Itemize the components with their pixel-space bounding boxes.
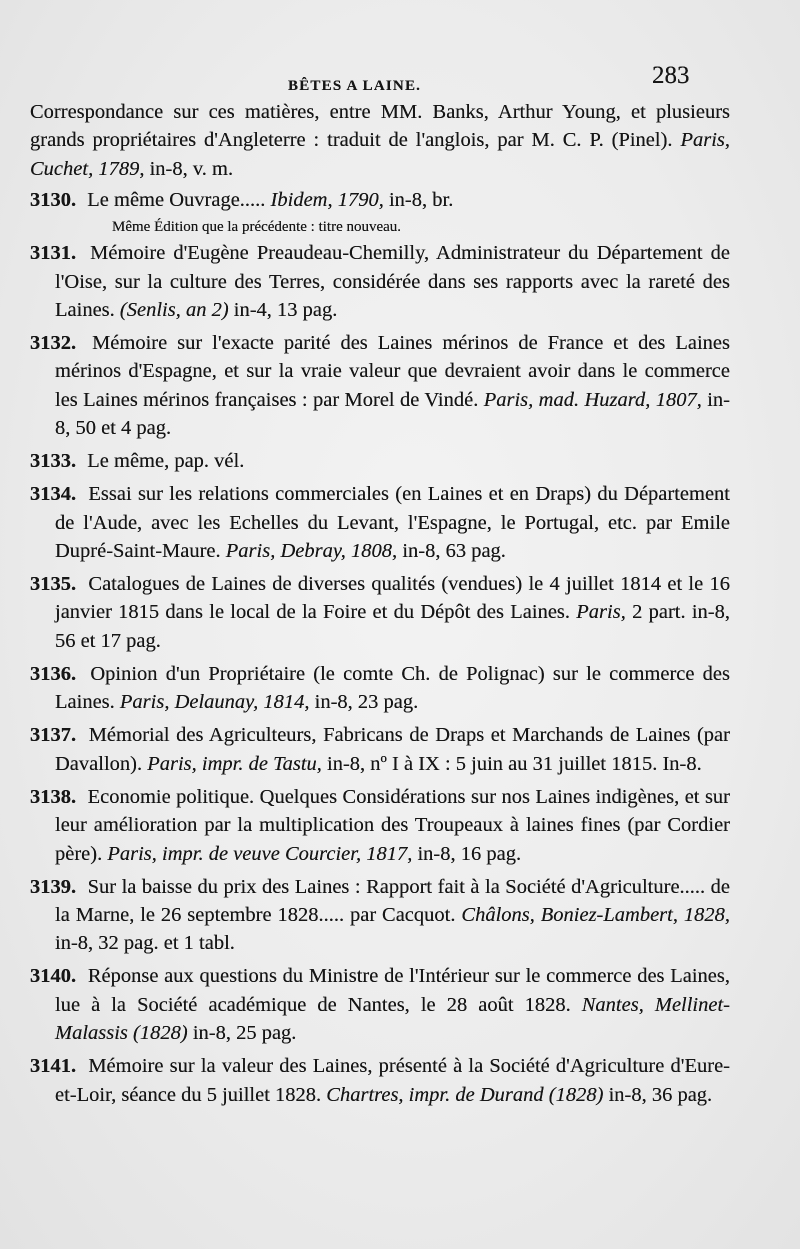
entry-format: in-8, nº I à IX : 5 juin au 31 juillet 1815. In-8.	[327, 752, 702, 775]
entry-text: Le même Ouvrage.....	[87, 189, 266, 212]
entry-format: in-8, 32 pag. et 1 tabl.	[55, 932, 235, 955]
entry-number: 3141 .	[30, 1055, 76, 1077]
page-number: 283	[652, 62, 690, 89]
entry-note: Même Édition que la précédente : titre nouveau.	[112, 219, 402, 236]
entry-number: 3132 .	[30, 332, 76, 354]
entry-text: Correspondance sur ces matières, entre MM. Banks, Arthur Young, et plusieurs grands propriétaires d'Angleterre : traduit de l'anglois, par M. C. P. (Pinel).	[30, 101, 730, 152]
entry-number: 3131 .	[30, 242, 76, 264]
entry-3131	[30, 239, 730, 324]
entry-3136	[30, 660, 730, 717]
entry-imprint: Paris, Delaunay, 1814,	[119, 691, 310, 714]
running-title: BÊTES A LAINE.	[288, 78, 422, 94]
entry-3130	[30, 186, 730, 214]
bibliography-list	[30, 98, 730, 1114]
entry-text: Le même, pap. vél.	[87, 450, 245, 473]
entry-imprint: Ibidem, 1790,	[270, 189, 384, 212]
entry-3135	[30, 570, 730, 655]
entry-number: 3136 .	[30, 663, 76, 685]
entry-format: in-8, v. m.	[149, 157, 234, 180]
entry-3134	[30, 480, 730, 565]
entry-text: Mémoire sur la valeur des Laines, présenté à la Société d'Agriculture d'Eure-et-Loir, séance du 5 juillet 1828.	[55, 1055, 731, 1106]
entry-number: 3135 .	[30, 573, 76, 595]
entry-3141	[30, 1052, 730, 1109]
entry-imprint: Châlons, Boniez-Lambert, 1828,	[461, 903, 731, 926]
entry-imprint: Paris, mad. Huzard, 1807,	[483, 388, 702, 411]
entry-number: 3139 .	[30, 876, 76, 898]
entry-format: in-8, 23 pag.	[314, 691, 419, 714]
page-header	[0, 62, 800, 98]
entry-imprint: Paris,	[576, 601, 626, 624]
entry-imprint: (Senlis, an 2)	[119, 299, 229, 322]
entry-text: Mémoire sur l'exacte parité des Laines mérinos de France et des Laines mérinos d'Espagne, et sur la vraie valeur que devraient avoir dans le commerce les Laines mérinos françaises : par Morel de Vindé.	[55, 332, 731, 411]
entry-imprint: Chartres, impr. de Durand (1828)	[326, 1083, 604, 1106]
entry-format: in-8, 25 pag.	[192, 1022, 297, 1045]
entry-text: Opinion d'un Propriétaire (le comte Ch. de Polignac) sur le commerce des Laines.	[55, 662, 730, 714]
entry-number: 3134 .	[30, 483, 76, 505]
entry-3133	[30, 447, 730, 475]
entry-format: in-8, 16 pag.	[417, 842, 522, 865]
entry-imprint: Nantes, Mellinet-Malassis (1828)	[55, 993, 730, 1045]
entry-format: in-8, 36 pag.	[608, 1083, 713, 1106]
entry-3140	[30, 962, 730, 1047]
entry-text: Catalogues de Laines de diverses qualités (vendues) le 4 juillet 1814 et le 16 janvier 1815 dans le local de la Foire et du Dépôt des Laines.	[55, 573, 730, 624]
entry-format: in-8, 50 et 4 pag.	[55, 388, 730, 440]
entry-text: Sur la baisse du prix des Laines : Rapport fait à la Société d'Agriculture..... de la Marne, le 26 septembre 1828..... par Cacquot.	[55, 875, 731, 926]
entry-imprint: Paris, Cuchet, 1789,	[30, 129, 731, 180]
entry-3138	[30, 783, 730, 868]
entry-text: Essai sur les relations commerciales (en Laines et en Draps) du Département de l'Aude, avec les Echelles du Levant, l'Espagne, le Portugal, etc. par Emile Dupré-Saint-Maure.	[55, 483, 730, 563]
entry-number: 3130 .	[30, 189, 76, 211]
entry-text: Mémoire d'Eugène Preaudeau-Chemilly, Administrateur du Département de l'Oise, sur la culture des Terres, considérée dans ses rapports avec la rareté des Laines.	[55, 242, 730, 322]
continued-entry	[30, 98, 730, 183]
entry-format: in-8, br.	[388, 189, 454, 212]
entry-3137	[30, 721, 730, 778]
entry-imprint: Paris, impr. de veuve Courcier, 1817,	[107, 842, 413, 865]
entry-format: in-8, 63 pag.	[402, 540, 506, 563]
entry-imprint: Paris, impr. de Tastu,	[147, 752, 322, 775]
entry-imprint: Paris, Debray, 1808,	[225, 540, 398, 563]
entry-format: in-4, 13 pag.	[233, 299, 338, 322]
entry-text: Mémorial des Agriculteurs, Fabricans de Draps et Marchands de Laines (par Davallon).	[55, 724, 730, 775]
entry-3139	[30, 873, 730, 958]
entry-number: 3133 .	[30, 450, 76, 472]
entry-format: 2 part. in-8, 56 et 17 pag.	[55, 601, 730, 652]
entry-number: 3137 .	[30, 724, 76, 746]
entry-number: 3138 .	[30, 786, 76, 808]
entry-text: Réponse aux questions du Ministre de l'Intérieur sur le commerce des Laines, lue à la Société académique de Nantes, le 28 août 1828.	[55, 965, 731, 1016]
entry-text: Economie politique. Quelques Considérations sur nos Laines indigènes, et sur leur amélioration par la multiplication des Troupeaux à laines fines (par Cordier père).	[55, 785, 731, 865]
entry-3132	[30, 329, 730, 443]
entry-number: 3140 .	[30, 965, 76, 987]
